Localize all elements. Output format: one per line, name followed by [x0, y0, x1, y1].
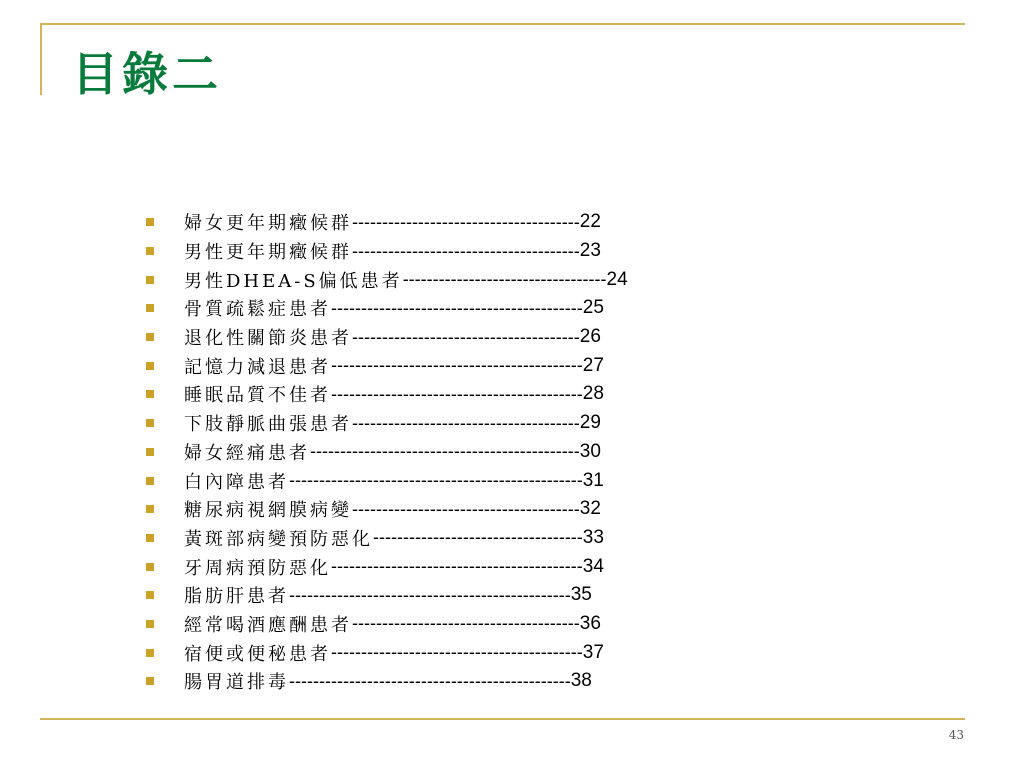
toc-leader-dots: ------------------------------------------ — [331, 383, 583, 404]
square-bullet-icon — [146, 276, 154, 284]
toc-item — [146, 294, 628, 323]
toc-item-label: 白內障患者 — [184, 471, 289, 493]
toc-item — [146, 495, 628, 524]
toc-page-number: 22 — [579, 211, 601, 233]
square-bullet-icon — [146, 534, 154, 542]
table-of-contents — [146, 208, 628, 696]
toc-item — [146, 466, 628, 495]
toc-item — [146, 667, 628, 696]
toc-item — [146, 610, 628, 639]
toc-item — [146, 438, 628, 467]
toc-page-number: 38 — [570, 670, 592, 692]
square-bullet-icon — [146, 218, 154, 226]
toc-item — [146, 208, 628, 237]
toc-page-number: 35 — [570, 584, 592, 606]
toc-item-label: 下肢靜脈曲張患者 — [184, 414, 352, 436]
left-accent-line — [40, 23, 42, 95]
toc-item — [146, 237, 628, 266]
square-bullet-icon — [146, 591, 154, 599]
toc-page-number: 33 — [582, 526, 604, 548]
top-divider — [40, 23, 965, 25]
square-bullet-icon — [146, 419, 154, 427]
slide-number: 43 — [948, 728, 964, 742]
toc-item-label: 睡眠品質不佳者 — [184, 385, 331, 407]
toc-leader-dots: ------------------------------------------------- — [289, 470, 583, 491]
toc-page-number: 26 — [579, 326, 601, 348]
toc-page-number: 36 — [579, 612, 601, 634]
toc-item-label: 宿便或便秘患者 — [184, 643, 331, 665]
toc-leader-dots: ----------------------------------- — [373, 527, 583, 548]
toc-leader-dots: ----------------------------------------------- — [289, 670, 571, 691]
toc-item-label: 牙周病預防惡化 — [184, 557, 331, 579]
toc-page-number: 29 — [579, 412, 601, 434]
toc-page-number: 30 — [579, 440, 601, 462]
page-title: 目錄二 — [72, 47, 222, 101]
square-bullet-icon — [146, 390, 154, 398]
toc-item-label: 退化性關節炎患者 — [184, 328, 352, 350]
toc-item — [146, 581, 628, 610]
toc-page-number: 37 — [582, 641, 604, 663]
toc-item-label: 糖尿病視網膜病變 — [184, 500, 352, 522]
square-bullet-icon — [146, 620, 154, 628]
toc-leader-dots: -------------------------------------- — [352, 326, 580, 347]
toc-item — [146, 323, 628, 352]
square-bullet-icon — [146, 505, 154, 513]
toc-leader-dots: ------------------------------------------ — [331, 297, 583, 318]
toc-item — [146, 265, 628, 294]
toc-leader-dots: ----------------------------------------------- — [289, 584, 571, 605]
toc-leader-dots: --------------------------------------------- — [310, 441, 580, 462]
toc-item-label: 骨質疏鬆症患者 — [184, 299, 331, 321]
square-bullet-icon — [146, 649, 154, 657]
toc-item — [146, 409, 628, 438]
toc-item-label: 黃斑部病變預防惡化 — [184, 528, 373, 550]
toc-page-number: 31 — [582, 469, 604, 491]
toc-page-number: 28 — [582, 383, 604, 405]
square-bullet-icon — [146, 563, 154, 571]
toc-page-number: 24 — [606, 268, 628, 290]
toc-leader-dots: -------------------------------------- — [352, 412, 580, 433]
square-bullet-icon — [146, 677, 154, 685]
toc-page-number: 32 — [579, 498, 601, 520]
toc-page-number: 34 — [582, 555, 604, 577]
toc-leader-dots: -------------------------------------- — [352, 498, 580, 519]
toc-item — [146, 380, 628, 409]
toc-item-label: 婦女經痛患者 — [184, 442, 310, 464]
toc-leader-dots: ------------------------------------------ — [331, 355, 583, 376]
toc-item — [146, 552, 628, 581]
toc-item-label: 婦女更年期癥候群 — [184, 213, 352, 235]
toc-item-label: 記憶力減退患者 — [184, 356, 331, 378]
toc-item-label: 脂肪肝患者 — [184, 586, 289, 608]
toc-leader-dots: ------------------------------------------ — [331, 556, 583, 577]
toc-page-number: 23 — [579, 240, 601, 262]
toc-item — [146, 524, 628, 553]
square-bullet-icon — [146, 304, 154, 312]
toc-item — [146, 351, 628, 380]
toc-page-number: 25 — [582, 297, 604, 319]
square-bullet-icon — [146, 477, 154, 485]
toc-leader-dots: ------------------------------------------ — [331, 642, 583, 663]
square-bullet-icon — [146, 247, 154, 255]
square-bullet-icon — [146, 448, 154, 456]
toc-item-label: 男性DHEA-S偏低患者 — [184, 270, 403, 292]
toc-leader-dots: -------------------------------------- — [352, 613, 580, 634]
toc-leader-dots: ---------------------------------- — [402, 269, 607, 290]
toc-item-label: 經常喝酒應酬患者 — [184, 614, 352, 636]
square-bullet-icon — [146, 362, 154, 370]
toc-item-label: 腸胃道排毒 — [184, 672, 289, 694]
bottom-divider — [40, 718, 965, 720]
square-bullet-icon — [146, 333, 154, 341]
toc-item-label: 男性更年期癥候群 — [184, 242, 352, 264]
toc-item — [146, 638, 628, 667]
toc-page-number: 27 — [582, 354, 604, 376]
toc-leader-dots: -------------------------------------- — [352, 240, 580, 261]
toc-leader-dots: -------------------------------------- — [352, 211, 580, 232]
